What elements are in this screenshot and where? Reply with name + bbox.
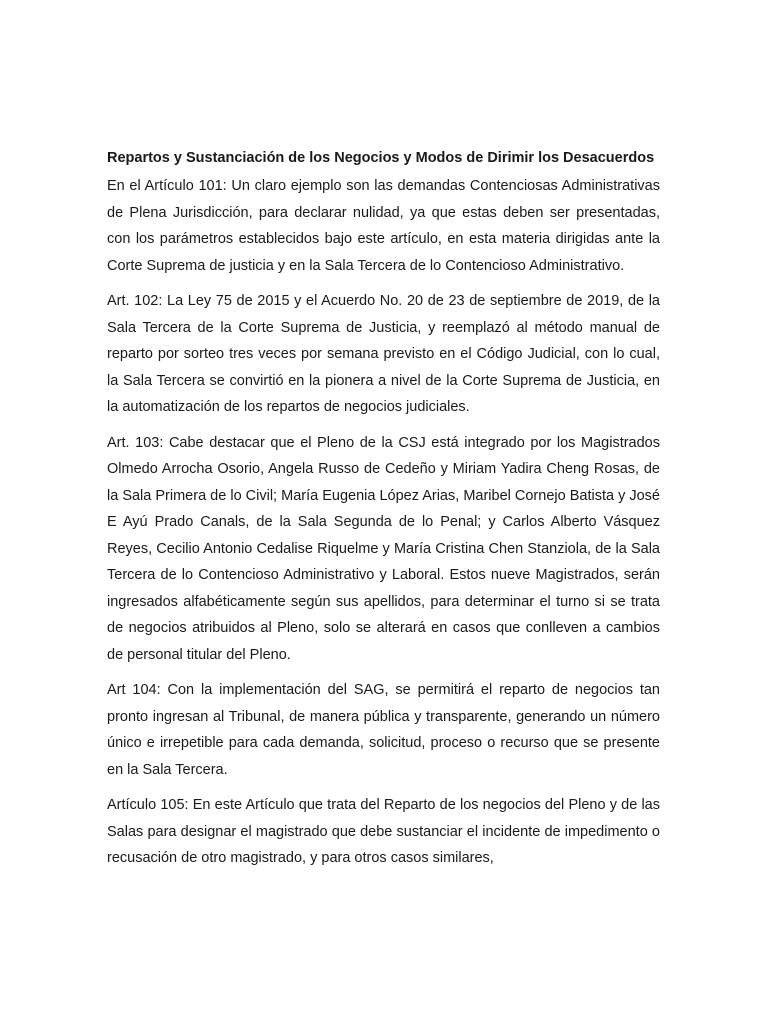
paragraph-article-104: Art 104: Con la implementación del SAG, se permitirá el reparto de negocios tan pronto ingresan al Tribunal, de manera pública y transparente, generando un número único e irrepetible para cada demanda, solicitud, proceso o recurso que se presente en la Sala Tercera. (107, 682, 660, 778)
document-body (107, 149, 660, 881)
document-title: Repartos y Sustanciación de los Negocios y Modos de Dirimir los Desacuerdos (107, 150, 655, 166)
paragraph-article-101: En el Artículo 101: Un claro ejemplo son las demandas Contenciosas Administrativas de Plena Jurisdicción, para declarar nulidad, ya que estas deben ser presentadas, con los parámetros establecidos bajo este artículo, en esta materia dirigidas ante la Corte Suprema de justicia y en la Sala Tercera de lo Contencioso Administrativo. (107, 178, 660, 274)
paragraph-article-102: Art. 102: La Ley 75 de 2015 y el Acuerdo No. 20 de 23 de septiembre de 2019, de la Sala Tercera de la Corte Suprema de Justicia, y reemplazó al método manual de reparto por sorteo tres veces por semana previsto en el Código Judicial, con lo cual, la Sala Tercera se convirtió en la pionera a nivel de la Corte Suprema de Justicia, en la automatización de los repartos de negocios judiciales. (107, 293, 660, 415)
paragraph-article-103: Art. 103: Cabe destacar que el Pleno de la CSJ está integrado por los Magistrados Olmedo Arrocha Osorio, Angela Russo de Cedeño y Miriam Yadira Cheng Rosas, de la Sala Primera de lo Civil; María Eugenia López Arias, Maribel Cornejo Batista y José E Ayú Prado Canals, de la Sala Segunda de lo Penal; y Carlos Alberto Vásquez Reyes, Cecilio Antonio Cedalise Riquelme y María Cristina Chen Stanziola, de la Sala Tercera de lo Contencioso Administrativo y Laboral. Estos nueve Magistrados, serán ingresados alfabéticamente según sus apellidos, para determinar el turno si se trata de negocios atribuidos al Pleno, solo se alterará en casos que conlleven a cambios de personal titular del Pleno. (107, 434, 660, 663)
paragraph-article-105: Artículo 105: En este Artículo que trata del Reparto de los negocios del Pleno y de las Salas para designar el magistrado que debe sustanciar el incidente de impedimento o recusación de otro magistrado, y para otros casos similares, (107, 797, 660, 866)
